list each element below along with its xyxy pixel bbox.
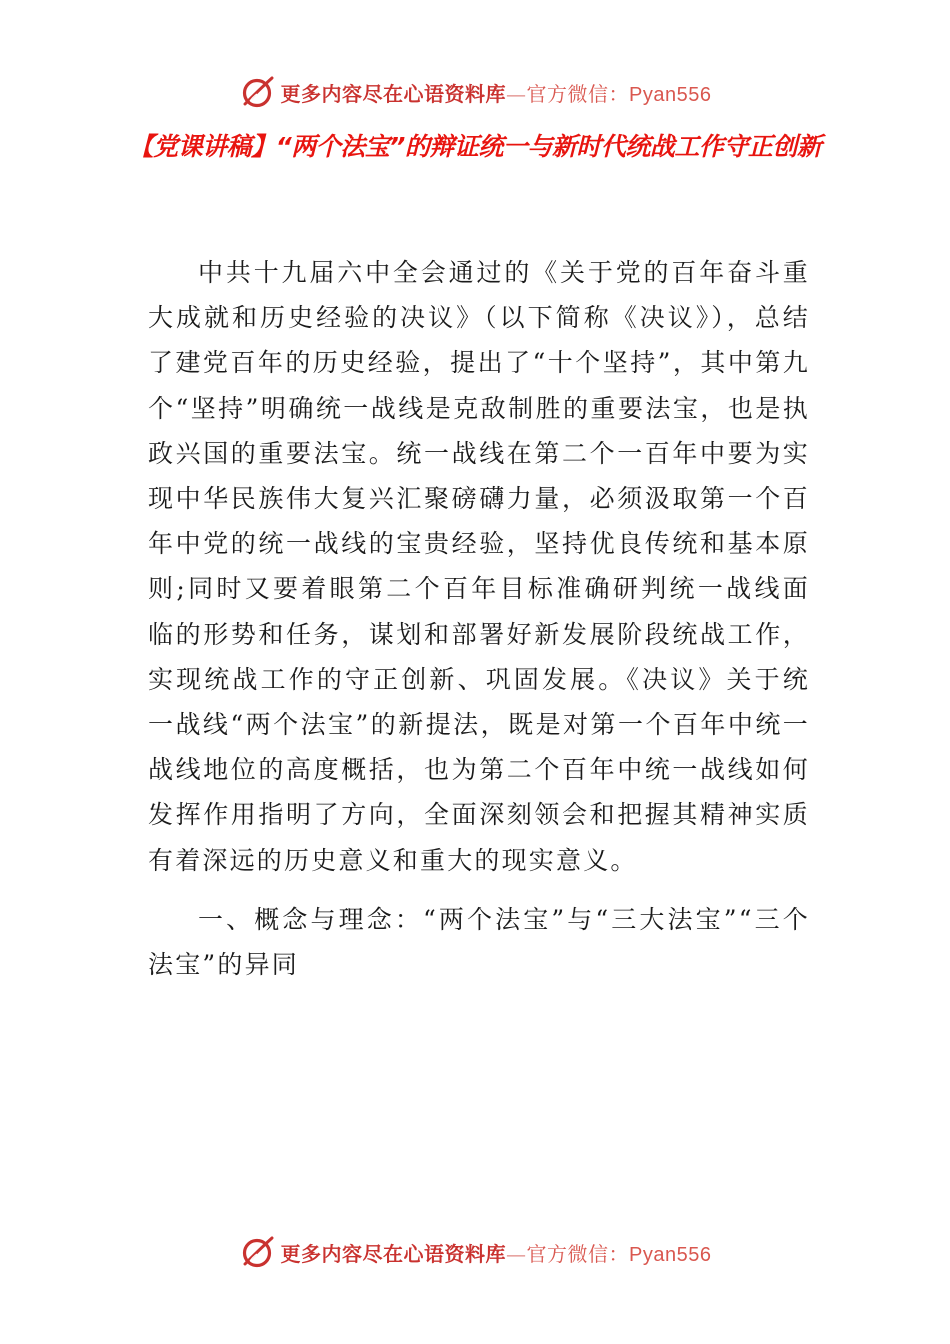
banner-slogan: 更多内容尽在心语资料库	[280, 1241, 507, 1266]
banner-wechat-label: 官方微信：	[526, 81, 630, 106]
banner-separator: —	[506, 1241, 527, 1266]
banner-separator: —	[506, 81, 527, 106]
banner-wechat-label: 官方微信：	[526, 1241, 630, 1266]
banner-text	[281, 1238, 712, 1267]
banner-wechat-id: Pyan556	[629, 83, 712, 106]
header-banner	[0, 70, 950, 114]
brush-circle-logo-icon	[239, 1234, 275, 1270]
brush-circle-logo-icon	[239, 74, 275, 110]
footer-banner	[0, 1230, 950, 1274]
document-body	[148, 250, 810, 987]
banner-text	[281, 78, 712, 107]
banner-slogan: 更多内容尽在心语资料库	[280, 81, 507, 106]
body-paragraph: 中共十九届六中全会通过的《关于党的百年奋斗重大成就和历史经验的决议》（以下简称《决议》），总结了建党百年的历史经验，提出了“十个坚持”，其中第九个“坚持”明确统一战线是克敌制胜的重要法宝，也是执政兴国的重要法宝。统一战线在第二个一百年中要为实现中华民族伟大复兴汇聚磅礴力量，必须汲取第一个百年中党的统一战线的宝贵经验，坚持优良传统和基本原则;同时又要着眼第二个百年目标准确研判统一战线面临的形势和任务，谋划和部署好新发展阶段统战工作，实现统战工作的守正创新、巩固发展。《决议》关于统一战线“两个法宝”的新提法，既是对第一个百年中统一战线地位的高度概括，也为第二个百年中统一战线如何发挥作用指明了方向，全面深刻领会和把握其精神实质有着深远的历史意义和重大的现实意义。	[148, 258, 810, 875]
section-heading: 一、概念与理念：“两个法宝”与“三大法宝”“三个法宝”的异同	[148, 904, 810, 980]
document-title: 【党课讲稿】“两个法宝”的辩证统一与新时代统战工作守正创新	[128, 132, 822, 161]
banner-wechat-id: Pyan556	[629, 1243, 712, 1266]
